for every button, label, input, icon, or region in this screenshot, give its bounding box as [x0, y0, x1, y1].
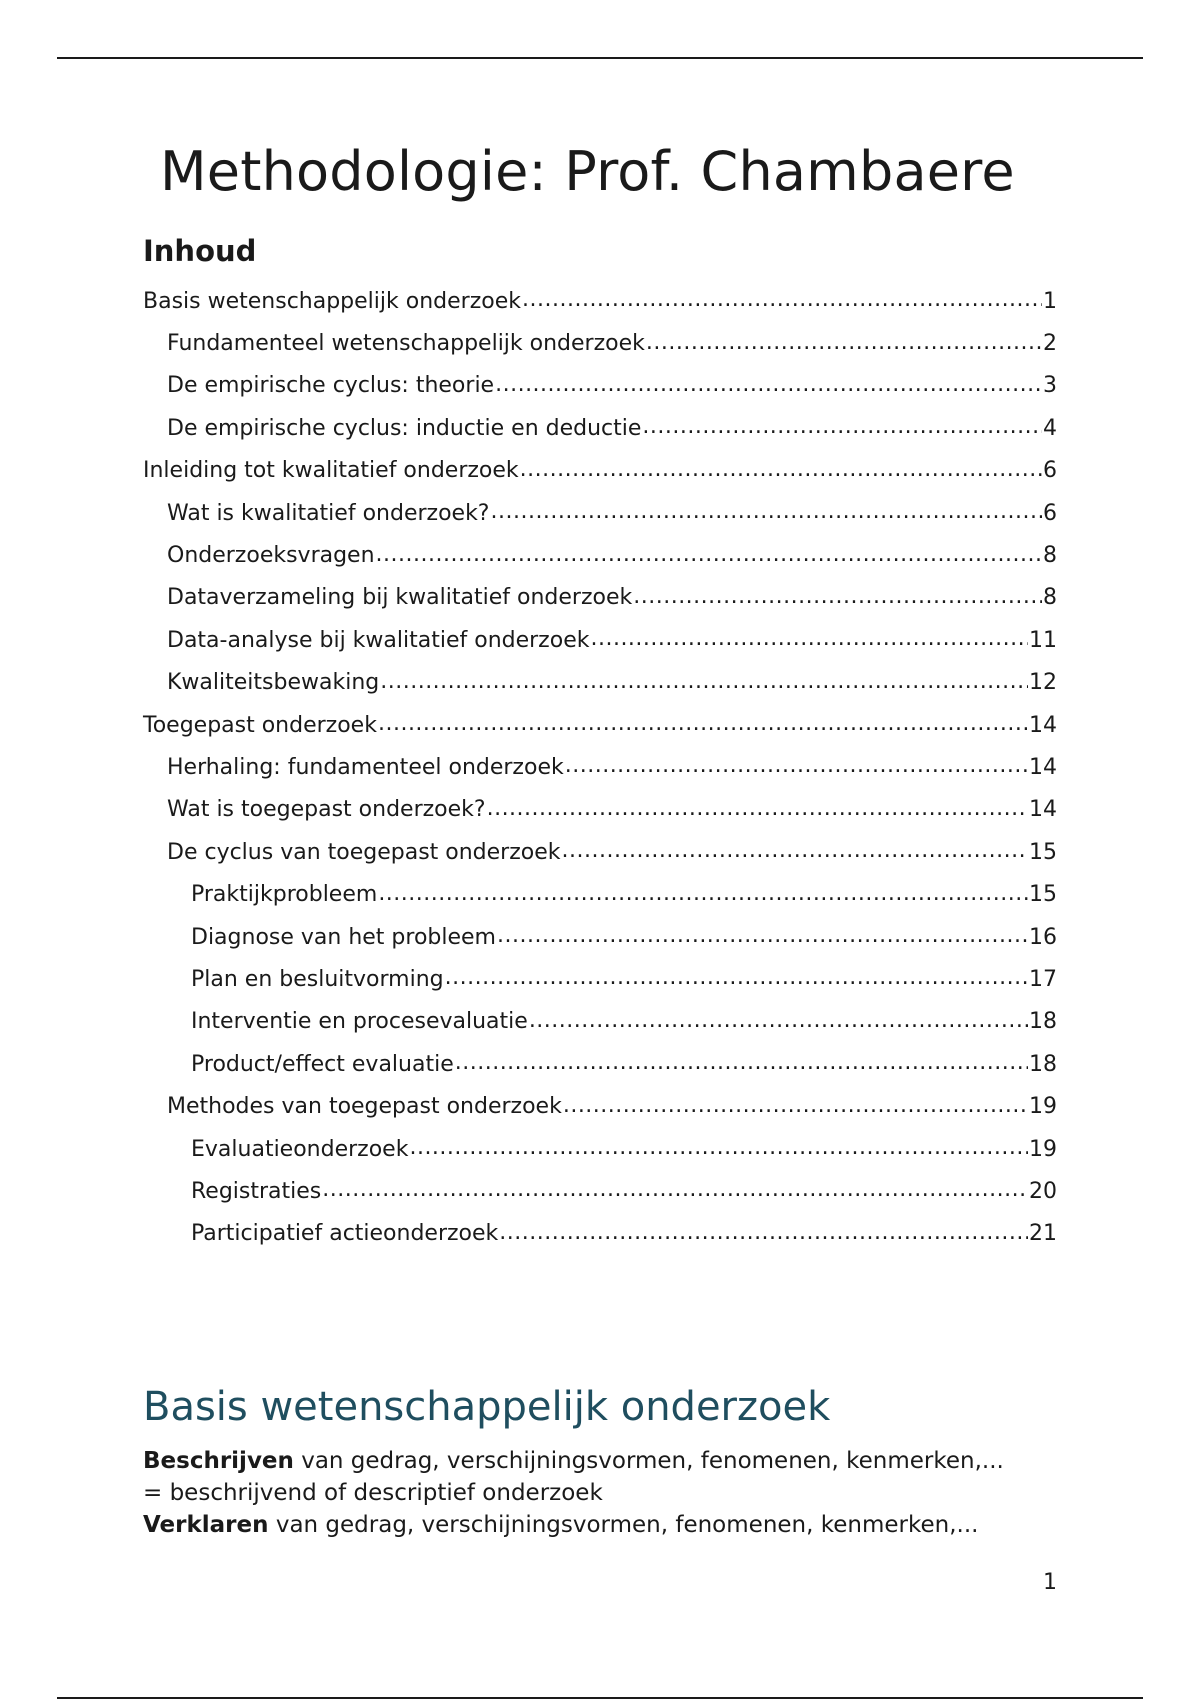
toc-entry-page: 14 [1029, 754, 1057, 780]
toc-entry-page: 12 [1029, 670, 1057, 696]
paragraph-line: = beschrijvend of descriptief onderzoek [143, 1480, 603, 1506]
toc-leader-dots [378, 714, 1028, 736]
paragraph-line [143, 1509, 1083, 1541]
line-text: van gedrag, verschijningsvormen, fenomenen, kenmerken,... [268, 1512, 979, 1538]
toc-entry-title: Evaluatieonderzoek [191, 1136, 409, 1162]
toc-entry[interactable] [143, 1170, 1057, 1212]
line-text: van gedrag, verschijningsvormen, fenomenen, kenmerken,... [293, 1448, 1004, 1474]
toc-entry-title: Wat is toegepast onderzoek? [167, 797, 486, 823]
toc-entry-title: De empirische cyclus: inductie en deductie [167, 415, 642, 441]
toc-heading: Inhoud [143, 234, 257, 268]
bold-term: Beschrijven [143, 1448, 294, 1474]
toc-entry-page: 19 [1029, 1136, 1057, 1162]
toc-leader-dots [495, 375, 1042, 397]
toc-entry-page: 6 [1043, 458, 1057, 484]
toc-entry-title: Data-analyse bij kwalitatief onderzoek [167, 627, 590, 653]
toc-entry-title: Product/effect evaluatie [191, 1051, 454, 1077]
table-of-contents [143, 280, 1057, 1255]
toc-entry-page: 2 [1043, 331, 1057, 357]
toc-leader-dots [562, 841, 1028, 863]
toc-leader-dots [590, 629, 1028, 651]
toc-entry-page: 14 [1029, 712, 1057, 738]
document-title: Methodologie: Prof. Chambaere [160, 140, 1015, 203]
toc-entry-page: 15 [1029, 839, 1057, 865]
toc-entry-title: Fundamenteel wetenschappelijk onderzoek [167, 331, 645, 357]
toc-entry-title: Plan en besluitvorming [191, 966, 444, 992]
toc-leader-dots [646, 333, 1042, 355]
toc-entry[interactable] [143, 619, 1057, 661]
toc-leader-dots [497, 926, 1028, 948]
toc-leader-dots [409, 1138, 1028, 1160]
toc-leader-dots [490, 502, 1042, 524]
toc-entry-page: 17 [1029, 966, 1057, 992]
toc-entry[interactable] [143, 534, 1057, 576]
toc-entry-title: Onderzoeksvragen [167, 543, 375, 569]
toc-entry[interactable] [143, 1213, 1057, 1255]
toc-entry-page: 8 [1043, 585, 1057, 611]
toc-entry-title: Diagnose van het probleem [191, 924, 496, 950]
toc-entry[interactable] [143, 789, 1057, 831]
footer-rule [57, 1697, 1143, 1699]
toc-entry-title: Wat is kwalitatief onderzoek? [167, 500, 490, 526]
toc-entry-title: Inleiding tot kwalitatief onderzoek [143, 458, 519, 484]
toc-entry[interactable] [143, 704, 1057, 746]
paragraph-line [143, 1445, 1083, 1477]
bold-term: Verklaren [143, 1512, 269, 1538]
toc-entry-title: Participatief actieonderzoek [191, 1221, 499, 1247]
toc-leader-dots [642, 417, 1042, 439]
toc-leader-dots [565, 756, 1028, 778]
toc-leader-dots [378, 884, 1028, 906]
toc-entry-page: 3 [1043, 373, 1057, 399]
toc-entry-page: 20 [1029, 1178, 1057, 1204]
toc-leader-dots [633, 587, 1042, 609]
page-number: 1 [1043, 1570, 1057, 1595]
toc-entry-page: 1 [1043, 288, 1057, 314]
toc-entry[interactable] [143, 662, 1057, 704]
toc-entry-title: Interventie en procesevaluatie [191, 1009, 528, 1035]
toc-leader-dots [376, 545, 1042, 567]
toc-leader-dots [563, 1096, 1028, 1118]
toc-entry[interactable] [143, 407, 1057, 449]
toc-entry-title: Methodes van toegepast onderzoek [167, 1094, 562, 1120]
toc-entry-page: 4 [1043, 415, 1057, 441]
toc-leader-dots [455, 1053, 1028, 1075]
toc-entry[interactable] [143, 280, 1057, 322]
toc-entry-title: Praktijkprobleem [191, 882, 378, 908]
toc-entry[interactable] [143, 1001, 1057, 1043]
toc-entry[interactable] [143, 492, 1057, 534]
toc-entry-title: Toegepast onderzoek [143, 712, 377, 738]
toc-leader-dots [322, 1180, 1028, 1202]
toc-entry-page: 8 [1043, 543, 1057, 569]
toc-entry[interactable] [143, 873, 1057, 915]
toc-entry[interactable] [143, 1128, 1057, 1170]
toc-entry-page: 18 [1029, 1051, 1057, 1077]
toc-entry-page: 14 [1029, 797, 1057, 823]
toc-leader-dots [487, 799, 1028, 821]
toc-entry-title: Herhaling: fundamenteel onderzoek [167, 754, 564, 780]
toc-leader-dots [499, 1223, 1028, 1245]
toc-entry[interactable] [143, 958, 1057, 1000]
toc-entry[interactable] [143, 577, 1057, 619]
toc-entry-title: Dataverzameling bij kwalitatief onderzoek [167, 585, 633, 611]
toc-entry-title: De cyclus van toegepast onderzoek [167, 839, 561, 865]
toc-entry-title: Basis wetenschappelijk onderzoek [143, 288, 521, 314]
section-body [143, 1445, 1083, 1541]
toc-entry-title: Kwaliteitsbewaking [167, 670, 380, 696]
toc-entry[interactable] [143, 365, 1057, 407]
header-rule [57, 57, 1143, 59]
toc-entry-page: 18 [1029, 1009, 1057, 1035]
toc-entry-title: De empirische cyclus: theorie [167, 373, 495, 399]
section-heading: Basis wetenschappelijk onderzoek [143, 1384, 831, 1430]
toc-entry-page: 11 [1029, 627, 1057, 653]
toc-entry-page: 15 [1029, 882, 1057, 908]
toc-entry[interactable] [143, 831, 1057, 873]
toc-entry[interactable] [143, 1085, 1057, 1127]
toc-leader-dots [520, 460, 1042, 482]
toc-leader-dots [522, 290, 1042, 312]
toc-entry-page: 6 [1043, 500, 1057, 526]
toc-entry-title: Registraties [191, 1178, 322, 1204]
toc-entry-page: 21 [1029, 1221, 1057, 1247]
toc-entry[interactable] [143, 746, 1057, 788]
toc-entry[interactable] [143, 322, 1057, 364]
toc-leader-dots [380, 672, 1028, 694]
toc-leader-dots [445, 968, 1028, 990]
toc-entry[interactable] [143, 450, 1057, 492]
toc-entry-page: 16 [1029, 924, 1057, 950]
toc-entry[interactable] [143, 916, 1057, 958]
toc-leader-dots [529, 1011, 1028, 1033]
toc-entry[interactable] [143, 1043, 1057, 1085]
toc-entry-page: 19 [1029, 1094, 1057, 1120]
